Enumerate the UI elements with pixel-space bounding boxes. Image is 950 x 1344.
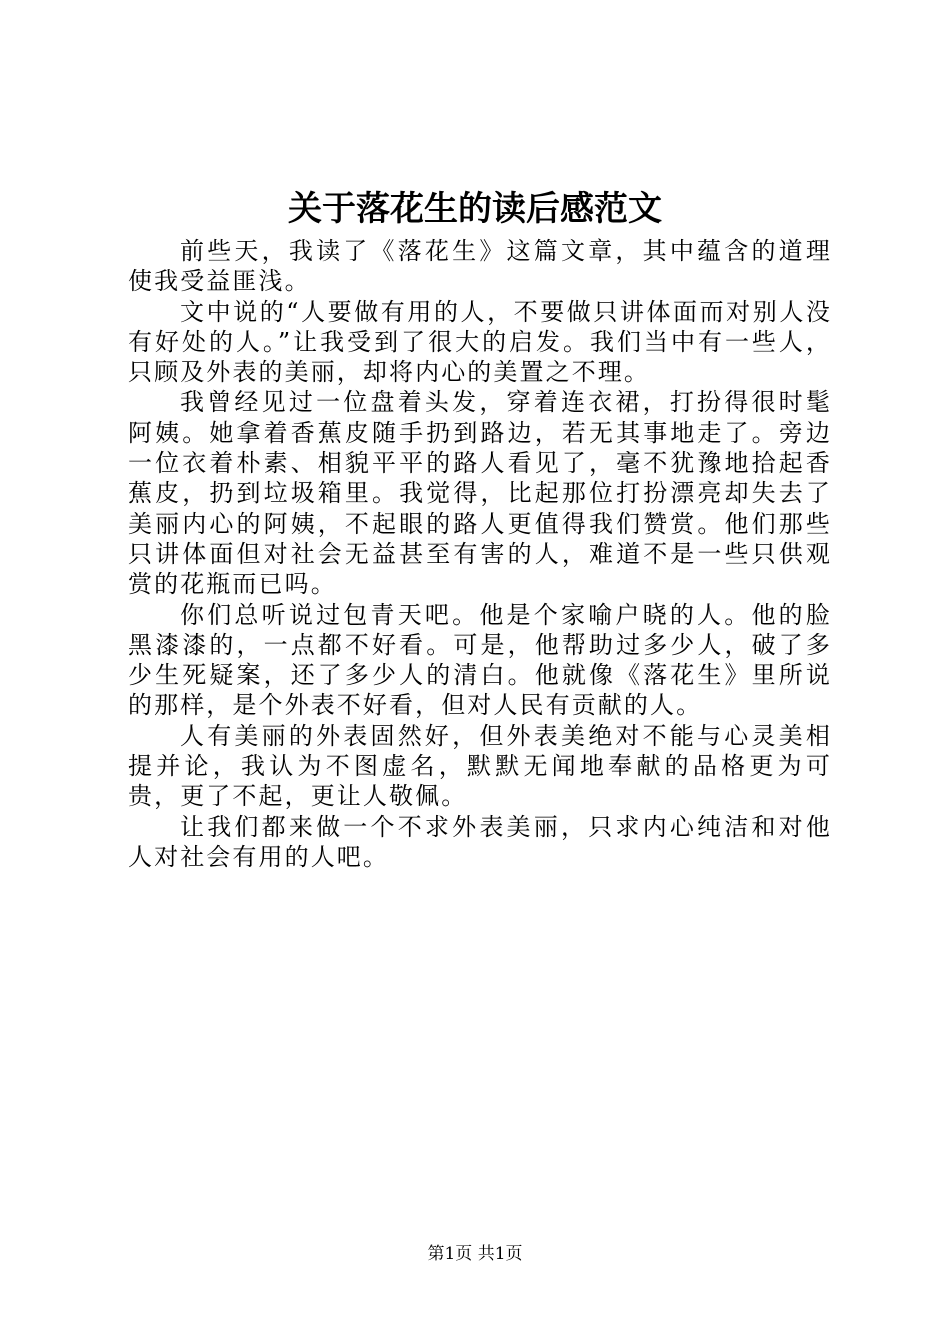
paragraph-3: 我曾经见过一位盘着头发，穿着连衣裙，打扮得很时髦阿姨。她拿着香蕉皮随手扔到路边，若无其事地走了。旁边一位衣着朴素、相貌平平的路人看见了，毫不犹豫地拾起香蕉皮，扔到垃圾箱里。我觉得，比起那位打扮漂亮却失去了美丽内心的阿姨，不起眼的路人更值得我们赞赏。他们那些只讲体面但对社会无益甚至有害的人，难道不是一些只供观赏的花瓶而已吗。 [128, 388, 832, 599]
paragraph-6: 让我们都来做一个不求外表美丽，只求内心纯洁和对他人对社会有用的人吧。 [128, 812, 832, 871]
paragraph-2: 文中说的“人要做有用的人，不要做只讲体面而对别人没有好处的人。”让我受到了很大的启发。我们当中有一些人，只顾及外表的美丽，却将内心的美置之不理。 [128, 297, 832, 387]
document-title: 关于落花生的读后感范文 [288, 189, 662, 229]
page-number-footer: 第1页 共1页 [427, 1244, 523, 1264]
paragraph-1: 前些天，我读了《落花生》这篇文章，其中蕴含的道理使我受益匪浅。 [128, 237, 832, 296]
paragraph-4: 你们总听说过包青天吧。他是个家喻户晓的人。他的脸黑漆漆的，一点都不好看。可是，他帮助过多少人，破了多少生死疑案，还了多少人的清白。他就像《落花生》里所说的那样，是个外表不好看，但对人民有贡献的人。 [128, 600, 832, 720]
document-body [128, 236, 832, 872]
paragraph-5: 人有美丽的外表固然好，但外表美绝对不能与心灵美相提并论，我认为不图虚名，默默无闻地奉献的品格更为可贵，更了不起，更让人敬佩。 [128, 721, 832, 811]
